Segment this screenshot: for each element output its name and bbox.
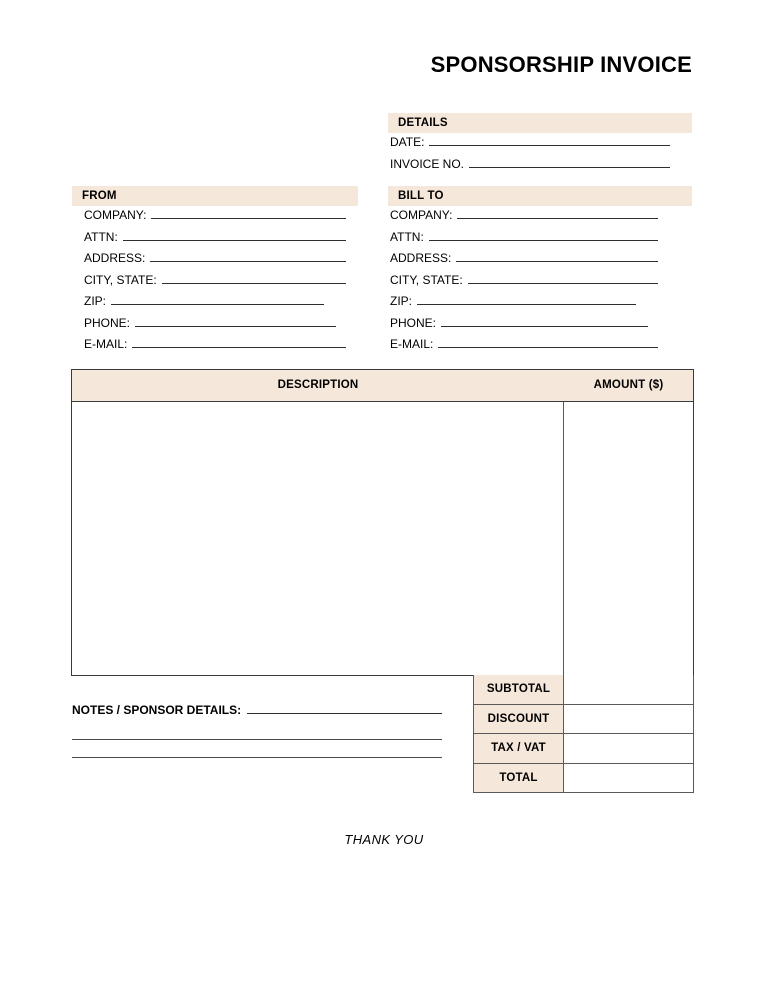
bill-to-field-list (390, 207, 658, 358)
bill-to-field-city-state-input[interactable] (468, 272, 658, 284)
from-field-email[interactable] (84, 336, 346, 358)
line-items-body (72, 402, 693, 675)
totals-row-tax-vat (474, 733, 693, 763)
totals-value-tax-vat[interactable] (564, 734, 693, 763)
bill-to-field-email-input[interactable] (438, 336, 658, 348)
bill-to-field-address-input[interactable] (456, 250, 658, 262)
from-field-zip[interactable] (84, 293, 346, 315)
bill-to-field-company-label: COMPANY: (390, 208, 453, 222)
from-field-company[interactable] (84, 207, 346, 229)
from-field-attn-label: ATTN: (84, 229, 118, 244)
notes-label: NOTES / SPONSOR DETAILS: (72, 703, 242, 717)
totals-table (473, 675, 694, 793)
totals-value-subtotal[interactable] (564, 675, 693, 704)
line-items-table (71, 369, 694, 676)
bill-to-field-address[interactable] (390, 250, 658, 272)
bill-to-field-city-state[interactable] (390, 272, 658, 294)
bill-to-field-company-input[interactable] (457, 207, 658, 219)
bill-to-field-address-label: ADDRESS: (390, 251, 452, 265)
field-date-label: DATE: (390, 135, 425, 149)
field-date[interactable] (390, 134, 692, 156)
bill-to-field-zip-label: ZIP: (390, 294, 413, 308)
amount-entry-area[interactable] (564, 402, 693, 675)
page-title: SPONSORSHIP INVOICE (430, 52, 692, 77)
bill-to-field-attn[interactable] (390, 229, 658, 251)
field-invoice-no-label: INVOICE NO. (390, 156, 465, 171)
from-field-list (84, 207, 346, 358)
from-field-address-label: ADDRESS: (84, 251, 146, 265)
details-field-list (390, 134, 692, 177)
field-invoice-no[interactable] (390, 156, 692, 178)
from-field-email-input[interactable] (132, 336, 346, 348)
thank-you-note: THANK YOU (344, 832, 424, 847)
from-field-city-state-input[interactable] (162, 272, 346, 284)
from-field-company-input[interactable] (151, 207, 346, 219)
totals-row-total (474, 763, 693, 793)
from-field-phone-label: PHONE: (84, 315, 131, 330)
notes-input-line-1[interactable] (247, 702, 442, 714)
from-field-address-input[interactable] (150, 250, 346, 262)
totals-label-total: TOTAL (474, 764, 564, 793)
totals-row-discount (474, 704, 693, 734)
totals-label-tax-vat: TAX / VAT (474, 734, 564, 763)
notes-label-row[interactable] (72, 702, 442, 722)
bill-to-field-phone[interactable] (390, 315, 658, 337)
field-date-input[interactable] (429, 134, 670, 146)
bill-to-field-city-state-label: CITY, STATE: (390, 272, 463, 287)
totals-label-discount: DISCOUNT (474, 705, 564, 734)
details-section-header: DETAILS (388, 113, 692, 133)
bill-to-field-attn-input[interactable] (429, 229, 658, 241)
totals-value-discount[interactable] (564, 705, 693, 734)
field-invoice-no-input[interactable] (469, 156, 670, 168)
from-field-address[interactable] (84, 250, 346, 272)
from-field-phone-input[interactable] (135, 315, 336, 327)
from-section-header: FROM (72, 186, 358, 206)
bill-to-field-zip[interactable] (390, 293, 658, 315)
notes-input-line-2[interactable] (72, 739, 442, 740)
bill-to-field-company[interactable] (390, 207, 658, 229)
bill-to-field-attn-label: ATTN: (390, 229, 424, 244)
from-field-zip-input[interactable] (111, 293, 324, 305)
totals-row-subtotal (474, 675, 693, 704)
notes-section (72, 702, 442, 758)
description-entry-area[interactable] (72, 402, 564, 675)
bill-to-field-zip-input[interactable] (417, 293, 636, 305)
column-header-description: DESCRIPTION (277, 379, 359, 391)
from-field-zip-label: ZIP: (84, 294, 107, 308)
line-items-header-row (72, 370, 693, 402)
bill-to-field-phone-label: PHONE: (390, 315, 437, 330)
bill-to-field-phone-input[interactable] (441, 315, 648, 327)
from-field-company-label: COMPANY: (84, 208, 147, 222)
bill-to-field-email-label: E-MAIL: (390, 337, 434, 351)
notes-input-line-3[interactable] (72, 757, 442, 758)
from-field-attn-input[interactable] (123, 229, 346, 241)
from-field-email-label: E-MAIL: (84, 337, 128, 351)
bill-to-field-email[interactable] (390, 336, 658, 358)
totals-label-subtotal: SUBTOTAL (474, 675, 564, 704)
bill-to-section-header: BILL TO (388, 186, 692, 206)
totals-value-total[interactable] (564, 764, 693, 793)
column-header-amount: AMOUNT ($) (593, 379, 664, 391)
from-field-city-state[interactable] (84, 272, 346, 294)
from-field-phone[interactable] (84, 315, 346, 337)
from-field-attn[interactable] (84, 229, 346, 251)
from-field-city-state-label: CITY, STATE: (84, 272, 157, 287)
